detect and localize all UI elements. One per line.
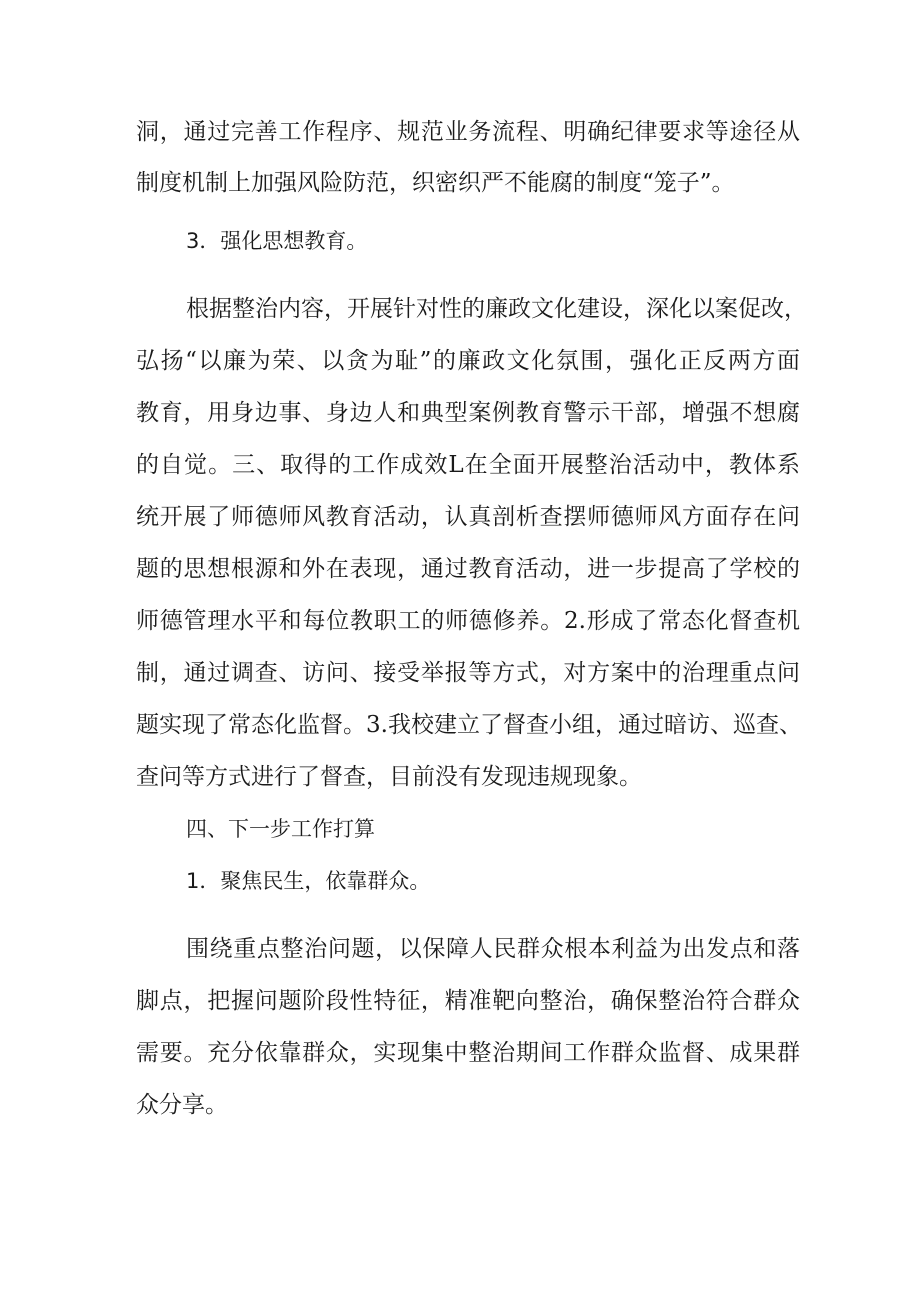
paragraph-2-line-4: 的自觉。三、取得的工作成效L在全面开展整治活动中，教体系 xyxy=(136,452,800,478)
paragraph-2-line-1: 根据整治内容，开展针对性的廉政文化建设，深化以案促改， xyxy=(186,296,807,322)
section-4-heading: 四、下一步工作打算 xyxy=(186,817,375,841)
paragraph-2-line-10: 查问等方式进行了督查，目前没有发现违规现象。 xyxy=(136,764,642,790)
paragraph-2-line-9: 题实现了常态化监督。3.我校建立了督查小组，通过暗访、巡查、 xyxy=(136,712,802,738)
subheading-3: 3．强化思想教育。 xyxy=(186,229,368,253)
paragraph-3-line-1: 围绕重点整治问题，以保障人民群众根本利益为出发点和落 xyxy=(186,936,800,962)
paragraph-3-line-2: 脚点，把握问题阶段性特征，精准靶向整治，确保整治符合群众 xyxy=(136,988,800,1014)
paragraph-2-line-7: 师德管理水平和每位教职工的师德修养。2.形成了常态化督查机 xyxy=(136,608,800,634)
paragraph-2-line-6: 题的思想根源和外在表现，通过教育活动，进一步提高了学校的 xyxy=(136,556,800,582)
paragraph-2-line-5: 统开展了师德师风教育活动，认真剖析查摆师德师风方面存在问 xyxy=(136,504,800,530)
paragraph-2-line-2: 弘扬“以廉为荣、以贪为耻”的廉政文化氛围，强化正反两方面 xyxy=(136,348,800,374)
subheading-1: 1．聚焦民生，依靠群众。 xyxy=(186,869,431,893)
paragraph-2-line-3: 教育，用身边事、身边人和典型案例教育警示干部，增强不想腐 xyxy=(136,400,800,426)
paragraph-3-line-3: 需要。充分依靠群众，实现集中整治期间工作群众监督、成果群 xyxy=(136,1040,800,1066)
paragraph-1-line-2: 制度机制上加强风险防范，织密织严不能腐的制度“笼子”。 xyxy=(136,170,735,196)
paragraph-3-line-4: 众分享。 xyxy=(136,1092,228,1118)
paragraph-1-line-1: 洞，通过完善工作程序、规范业务流程、明确纪律要求等途径从 xyxy=(136,119,800,145)
paragraph-2-line-8: 制，通过调查、访问、接受举报等方式，对方案中的治理重点问 xyxy=(136,660,800,686)
